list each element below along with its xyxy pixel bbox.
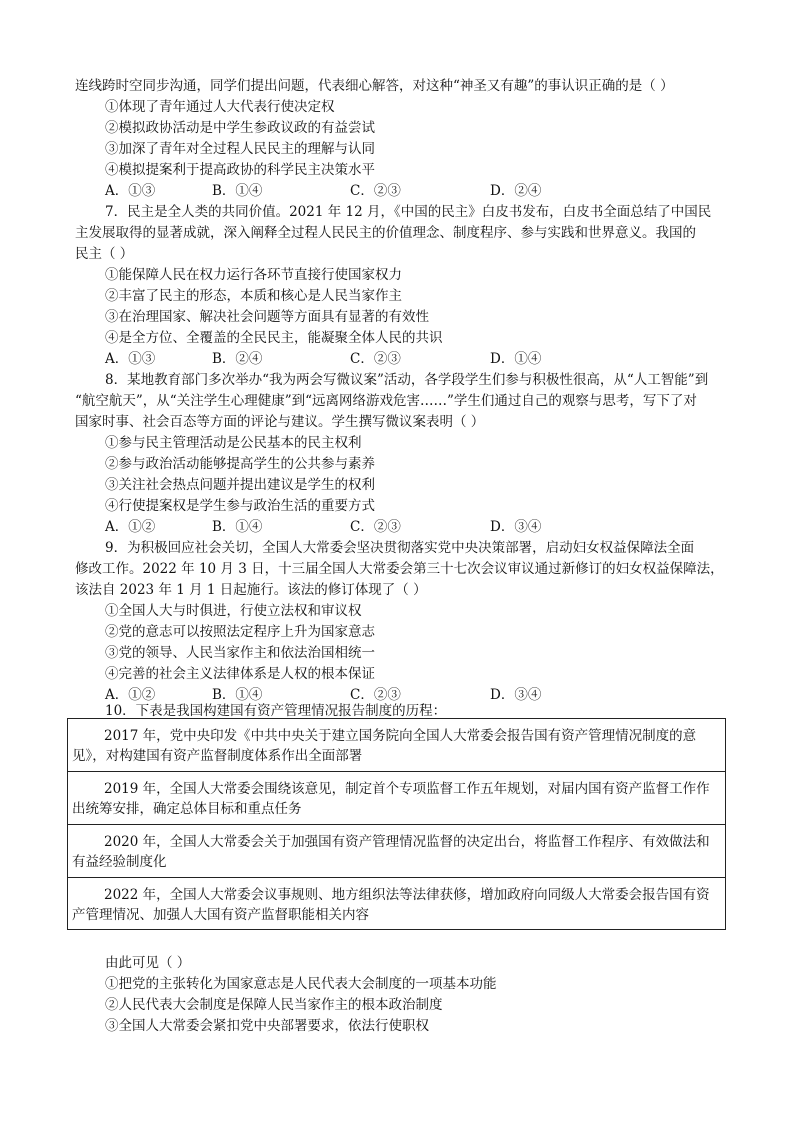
q6-stem-continuation: 连线跨时空同步沟通，同学们提出问题，代表细心解答，对这种“神圣又有趣”的事认识正确的是（ ） [75,78,674,94]
q6-choice-d: D．②④ [490,183,542,199]
q8-option-2: ②参与政治活动能够提高学生的公共参与素养 [105,456,375,472]
q6-choice-a: A．①③ [105,183,156,199]
q10-option-2: ②人民代表大会制度是保障人民当家作主的根本政治制度 [105,997,443,1013]
q6-choice-c: C．②③ [350,183,401,199]
q10-stem: 10．下表是我国构建国有资产管理情况报告制度的历程： [105,703,447,719]
q9-choice-a: A．①② [105,687,156,703]
q7-stem-line-3: 民主（ ） [75,246,134,262]
q6-option-4: ④模拟提案利于提高政协的科学民主决策水平 [105,162,375,178]
table-row-line: 产管理情况、加强人大国有资产监督职能相关内容 [72,907,369,923]
q6-choice-b: B．①④ [212,183,263,199]
q9-choice-b: B．①④ [212,687,263,703]
q7-option-2: ②丰富了民主的形态，本质和核心是人民当家作主 [105,288,402,304]
table-row-line: 2019 年，全国人大常委会围绕该意见，制定首个专项监督工作五年规划，对届内国有资产监督工作作 [104,781,710,797]
q7-choice-b: B．②④ [212,351,263,367]
table-row-line: 见》，对构建国有资产监督制度体系作出全面部署 [72,748,363,764]
q8-choice-c: C．②③ [350,519,401,535]
table-row [68,878,725,929]
q10-after: 由此可见（ ） [105,955,191,971]
q9-option-2: ②党的意志可以按照法定程序上升为国家意志 [105,624,375,640]
table-row-line: 有益经验制度化 [72,854,167,870]
q8-stem-line-2: “航空航天”，从“关注学生心理健康”到“远离网络游戏危害……”学生们通过自己的观察与思考，写下了对 [75,393,697,409]
table-row-line: 出统筹安排，确定总体目标和重点任务 [72,801,302,817]
table-row-line: 2017 年，党中央印发《中共中央关于建立国务院向全国人大常委会报告国有资产管理情况制度的意 [104,728,697,744]
history-table [67,718,726,930]
q6-option-1: ①体现了青年通过人大代表行使决定权 [105,99,335,115]
q9-option-1: ①全国人大与时俱进，行使立法权和审议权 [105,603,362,619]
q7-choice-d: D．①④ [490,351,542,367]
q7-option-1: ①能保障人民在权力运行各环节直接行使国家权力 [105,267,402,283]
q8-option-1: ①参与民主管理活动是公民基本的民主权利 [105,435,362,451]
q8-choice-b: B．①④ [212,519,263,535]
q8-choice-a: A．①② [105,519,156,535]
q7-option-3: ③在治理国家、解决社会问题等方面具有显著的有效性 [105,309,429,325]
q8-option-3: ③关注社会热点问题并提出建议是学生的权利 [105,477,375,493]
q8-option-4: ④行使提案权是学生参与政治生活的重要方式 [105,498,375,514]
table-row-line: 2022 年，全国人大常委会议事规则、地方组织法等法律获修，增加政府向同级人大常委会报告国有资 [104,887,710,903]
q8-stem-line-1: 8．某地教育部门多次举办“我为两会写微议案”活动，各学段学生们参与积极性很高，从“人工智能”到 [105,372,709,388]
q9-option-4: ④完善的社会主义法律体系是人权的根本保证 [105,666,375,682]
q9-stem-line-1: 9．为积极回应社会关切，全国人大常委会坚决贯彻落实党中央决策部署，启动妇女权益保障法全面 [105,540,695,556]
table-row [68,719,725,772]
q7-stem-line-2: 主发展取得的显著成就，深入阐释全过程人民民主的价值理念、制度程序、参与实践和世界意义。我国的 [75,225,696,241]
table-row [68,825,725,878]
q6-option-2: ②模拟政协活动是中学生参政议政的有益尝试 [105,120,375,136]
q7-choice-a: A．①③ [105,351,156,367]
q9-stem-line-2: 修改工作。2022 年 10 月 3 日，十三届全国人大常委会第三十七次会议审议通过新修订的妇女权益保障法， [75,561,724,577]
table-row [68,772,725,825]
q9-choice-d: D．③④ [490,687,542,703]
q7-option-4: ④是全方位、全覆盖的全民民主，能凝聚全体人民的共识 [105,330,443,346]
q8-choice-d: D．③④ [490,519,542,535]
table-row-line: 2020 年，全国人大常委会关于加强国有资产管理情况监督的决定出台，将监督工作程序、有效做法和 [104,834,710,850]
q9-choice-c: C．②③ [350,687,401,703]
q7-stem-line-1: 7．民主是全人类的共同价值。2021 年 12 月，《中国的民主》白皮书发布，白皮书全面总结了中国民 [105,204,712,220]
q10-option-1: ①把党的主张转化为国家意志是人民代表大会制度的一项基本功能 [105,976,497,992]
q9-stem-line-3: 该法自 2023 年 1 月 1 日起施行。该法的修订体现了（ ） [75,582,427,598]
q9-option-3: ③党的领导、人民当家作主和依法治国相统一 [105,645,375,661]
q6-option-3: ③加深了青年对全过程人民民主的理解与认同 [105,141,375,157]
q10-option-3: ③全国人大常委会紧扣党中央部署要求，依法行使职权 [105,1018,429,1034]
q7-choice-c: C．②③ [350,351,401,367]
q8-stem-line-3: 国家时事、社会百态等方面的评论与建议。学生撰写微议案表明（ ） [75,414,485,430]
